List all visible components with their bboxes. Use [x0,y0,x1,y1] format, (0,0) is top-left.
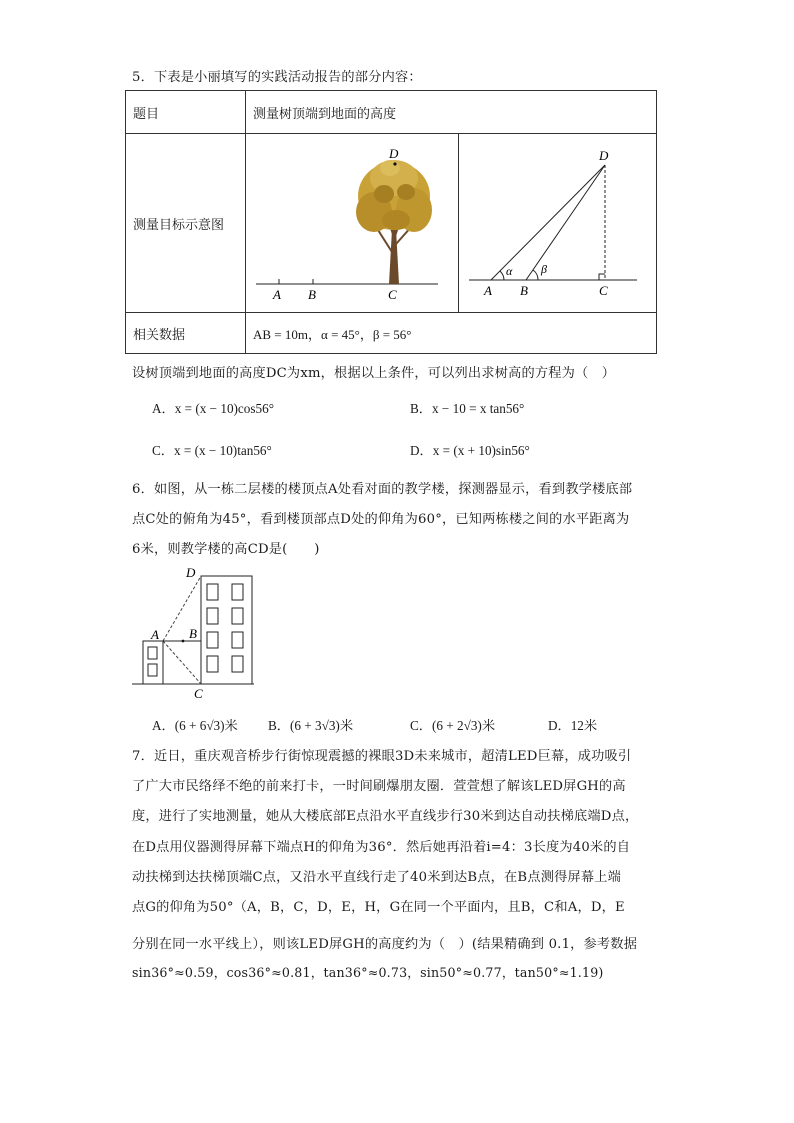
point-d [393,162,396,165]
q5-option-d[interactable]: D．x = (x + 10)sin56° [410,443,530,458]
label-b: B [308,287,316,302]
q7-line-1: 7．近日，重庆观音桥步行街惊现震撼的裸眼3D未来城市，超清LED巨幕，成功吸引 [132,749,632,764]
q6-option-a[interactable]: A．(6 + 6√3)米 [152,718,238,733]
tree-foliage [356,160,432,232]
row-data-label: 相关数据 [126,313,246,354]
building-figure [128,566,258,701]
label-b: B [189,626,197,641]
row-diagram-label: 测量目标示意图 [126,134,246,313]
beta-arc [533,270,538,280]
label-c: C [194,686,203,701]
label-d: D [389,146,399,161]
q5-option-c[interactable]: C．x = (x − 10)tan56° [152,443,272,458]
label-c: C [388,287,397,302]
q7-line-5: 动扶梯到达扶梯顶端C点，又沿水平直线行走了40米到达B点，在B点测得屏幕上端 [132,870,622,885]
label-c: C [598,283,608,298]
label-b: B [519,283,528,298]
row-data-value: AB = 10m，α = 45°，β = 56° [246,313,657,354]
q7-line-3: 度，进行了实地测量，她从大楼底部E点沿水平直线步行30米到达自动扶梯底端D点， [132,809,639,824]
line-bd [526,165,605,280]
q6-option-b[interactable]: B．(6 + 3√3)米 [268,718,354,733]
q7-line-7: 分别在同一水平线上），则该LED屏GH的高度约为（ ）(结果精确到 0.1，参考数据 [132,937,638,952]
q5-question: 设树顶端到地面的高度DC为xm，根据以上条件，可以列出求树高的方程为（ ） [132,366,616,381]
label-a: A [483,283,492,298]
tree-trunk [389,229,399,284]
q6-line-1: 6．如图，从一栋二层楼的楼顶点A处看对面的教学楼，探测器显示，看到教学楼底部 [132,482,633,497]
label-alpha: α [505,264,512,278]
tree-figure-cell [246,134,459,313]
q6-option-c[interactable]: C．(6 + 2√3)米 [410,718,496,733]
q7-line-2: 了广大市民络绎不绝的前来打卡，一时间刷爆朋友圈．萱萱想了解该LED屏GH的高 [132,779,626,794]
q7-line-6: 点G的仰角为50°（A，B，C，D，E，H，G在同一个平面内，且B，C和A，D，E [132,900,625,915]
row-title-value: 测量树顶端到地面的高度 [246,91,657,134]
q7-line-8: sin36°≈0.59，cos36°≈0.81，tan36°≈0.73，sin50°≈0.77，tan50°≈1.19) [132,965,604,980]
label-a: A [273,287,281,302]
line-ad [491,165,605,280]
q6-line-2: 点C处的俯角为45°，看到楼顶部点D处的仰角为60°，已知两栋楼之间的水平距离为 [132,512,630,527]
q5-option-a[interactable]: A．x = (x − 10)cos56° [152,401,274,416]
right-angle-mark [599,274,605,280]
row-title-label: 题目 [126,91,246,134]
label-beta: β [540,262,547,276]
label-a: A [151,627,159,642]
q5-stem: 5．下表是小丽填写的实践活动报告的部分内容： [132,70,422,85]
teaching-building [201,576,252,684]
angle-figure [459,134,653,312]
q7-line-4: 在D点用仪器测得屏幕下端点H的仰角为36°．然后她再沿着i=4：3长度为40米的自 [132,840,631,855]
q6-line-3: 6米，则教学楼的高CD是( ) [132,542,320,557]
alpha-arc [500,271,504,280]
tree-figure [246,134,454,312]
q6-option-d[interactable]: D．12米 [548,718,598,733]
label-d: D [598,148,608,163]
angle-figure-cell [458,134,656,313]
q5-option-b[interactable]: B．x − 10 = x tan56° [410,401,525,416]
label-d: D [186,566,196,580]
report-table [125,90,657,354]
line-ac [163,641,201,684]
